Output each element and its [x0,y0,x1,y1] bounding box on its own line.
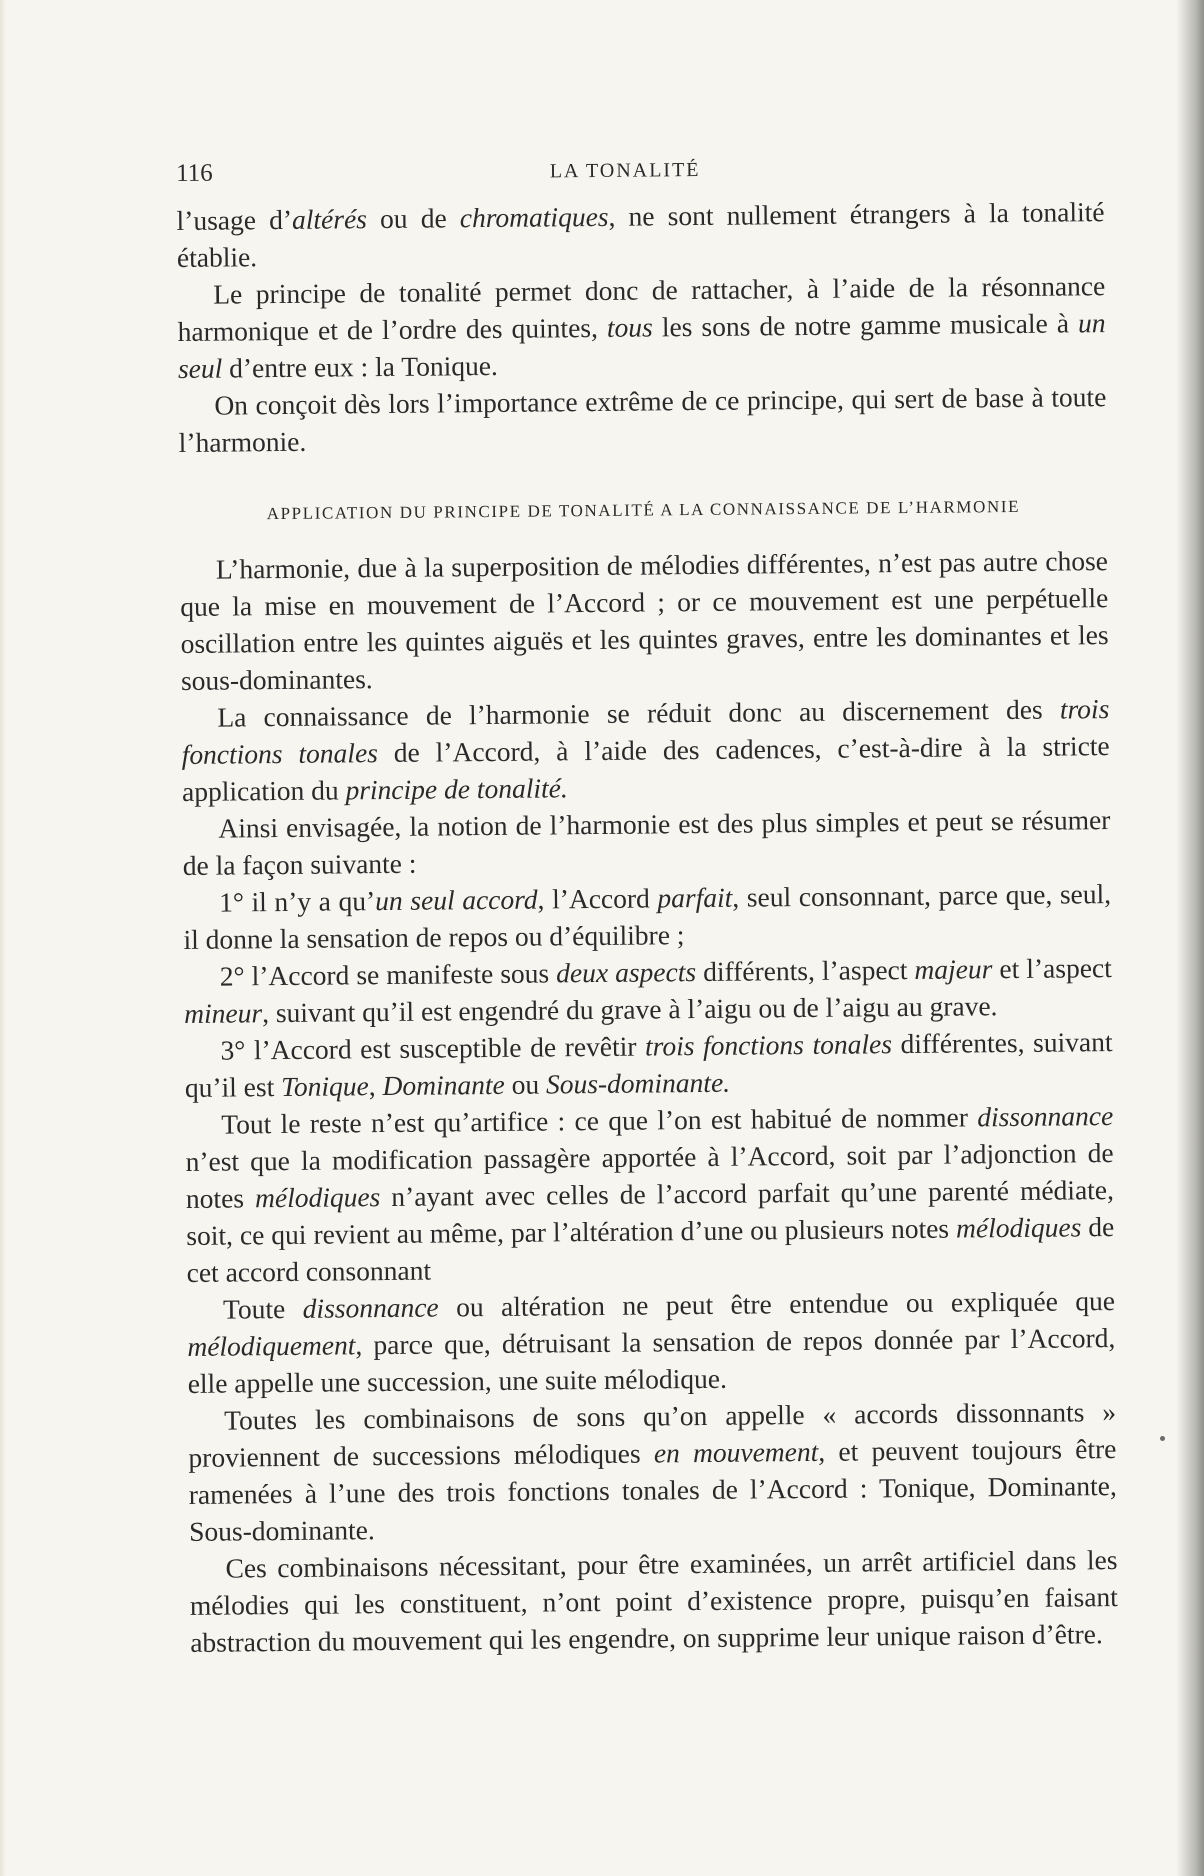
italic-text: dissonnance [302,1291,439,1324]
text-run: de l’Accord, à l’aide des cadences, c’est-à-dire à la stricte application du [181,730,1110,807]
ink-speck [1160,1436,1165,1441]
italic-text: mélodiquement [187,1329,356,1362]
text-run: 1° il n’y a qu’ [218,885,376,918]
paragraph [184,949,1113,1032]
text-run: Ces combinaisons nécessitant, pour être examinées, un arrêt artificiel dans les mélodies qui les constituent, n’ont point d’existence propre, puisqu’en faisant abstraction du mouvement qui les engendre, on supprime leur unique raison d’être. [189,1544,1118,1658]
page-content [176,151,1118,1661]
text-run: l’usage d’ [176,203,293,236]
text-run: d’entre eux : la Tonique. [222,349,498,384]
italic-text: en mouvement [653,1435,819,1469]
page-left-edge [0,0,6,1876]
italic-text: tous [606,311,653,343]
text-run: et l’aspect [992,952,1112,985]
text-run: n’ayant avec celles de l’accord parfait qu’une parenté médiate, soit, ce qui revient au même, par l’altération d’une ou plusieurs notes [186,1174,1115,1251]
text-run: Ainsi envisagée, la notion de l’harmonie est des plus simples et peut se résumer de la façon suivante : [182,804,1111,881]
text-run: 3° l’Accord est susceptible de revêtir [220,1030,646,1066]
text-run: , seul consonnant, parce que, seul, il donne la sensation de repos ou d’équilibre ; [183,878,1112,955]
section-heading: APPLICATION DU PRINCIPE DE TONALITÉ A LA CONNAISSANCE DE L’HARMONIE [266,496,1021,524]
text-run: différentes, suivant qu’il est [184,1026,1113,1103]
italic-text: Tonique [281,1070,369,1103]
text-run: de cet accord consonnant [186,1211,1115,1288]
italic-text: mineur [184,997,263,1029]
main-paragraphs [180,542,1119,1661]
text-run: , et peuvent toujours être ramenées à l’une des trois fonctions tonales de l’Accord : Tonique, Dominante, Sous-dominante. [188,1433,1117,1547]
text-run: On conçoit dès lors l’importance extrême de ce principe, qui sert de base à toute l’harmonie. [178,381,1107,458]
italic-text: un seul [177,307,1106,384]
italic-text: altérés [291,203,368,235]
italic-text: mélodiques [955,1211,1082,1244]
text-run: L’harmonie, due à la superposition de mélodies différentes, n’est pas autre chose que la mise en mouvement de l’Accord ; or ce mouvement est une perpétuelle oscillation entre les quintes aiguës et les quintes graves, entre les dominantes et les sous-dominantes. [180,545,1109,696]
paragraph [176,193,1105,276]
text-run: , parce que, détruisant la sensation de repos donnée par l’Accord, elle appelle une succession, une suite mélodique. [187,1322,1116,1399]
italic-text: mélodiques [254,1181,381,1214]
text-run: ou de [366,202,460,235]
text-run: , ne sont nullement étrangers à la tonalité établie. [176,196,1105,273]
paragraph [177,267,1106,387]
paragraph [180,542,1109,699]
paragraph [184,1023,1113,1106]
italic-text: dissonnance [977,1100,1114,1133]
paragraph [178,378,1107,461]
paragraph [185,1097,1115,1291]
text-run: , [368,1070,383,1102]
paragraph [189,1541,1118,1661]
text-run: Toute [222,1292,303,1325]
italic-text: parfait [657,881,733,914]
italic-text: chromatiques [459,200,609,234]
italic-text: trois fonctions tonales [644,1028,893,1062]
intro-paragraphs [176,193,1106,461]
text-run: , suivant qu’il est engendré du grave à l’aigu ou de l’aigu au grave. [261,990,998,1029]
text-run: Le principe de tonalité permet donc de rattacher, à l’aide de la résonnance harmonique et de l’ordre des quintes, [177,270,1106,347]
paragraph [187,1282,1116,1402]
italic-text: majeur [914,953,993,985]
text-run: La connaissance de l’harmonie se réduit donc au discernement des [217,693,1061,733]
running-title: LA TONALITÉ [549,158,701,183]
text-run: 2° l’Accord se manifeste sous [219,957,557,992]
paragraph [182,801,1111,884]
page-gutter-shadow [1176,0,1204,1876]
text-run: , l’Accord [537,882,658,915]
italic-text: deux aspects [556,956,697,989]
text-run: n’est que la modification passagère apportée à l’Accord, soit par l’adjonction de notes [185,1137,1114,1214]
paragraph [183,875,1112,958]
text-run: différents, l’aspect [695,953,915,988]
italic-text: un seul accord [375,883,538,917]
italic-text: trois fonctions tonales [181,693,1110,770]
italic-text: Dominante [382,1068,505,1102]
italic-text: Sous-dominante. [545,1066,731,1100]
paragraph [188,1393,1117,1550]
text-run: ou [504,1068,547,1100]
italic-text: principe de tonalité. [345,772,568,806]
text-run: Tout le reste n’est qu’artifice : ce que l’on est habitué de nommer [221,1101,978,1140]
text-run: les sons de notre gamme musicale à [652,307,1079,343]
text-run: Toutes les combinaisons de sons qu’on appelle « accords dissonnants » proviennent de successions mélodiques [188,1396,1117,1473]
page-number: 116 [176,159,213,187]
running-head [176,151,1104,196]
paragraph [181,690,1110,810]
text-run: ou altération ne peut être entendue ou expliquée que [438,1285,1116,1323]
